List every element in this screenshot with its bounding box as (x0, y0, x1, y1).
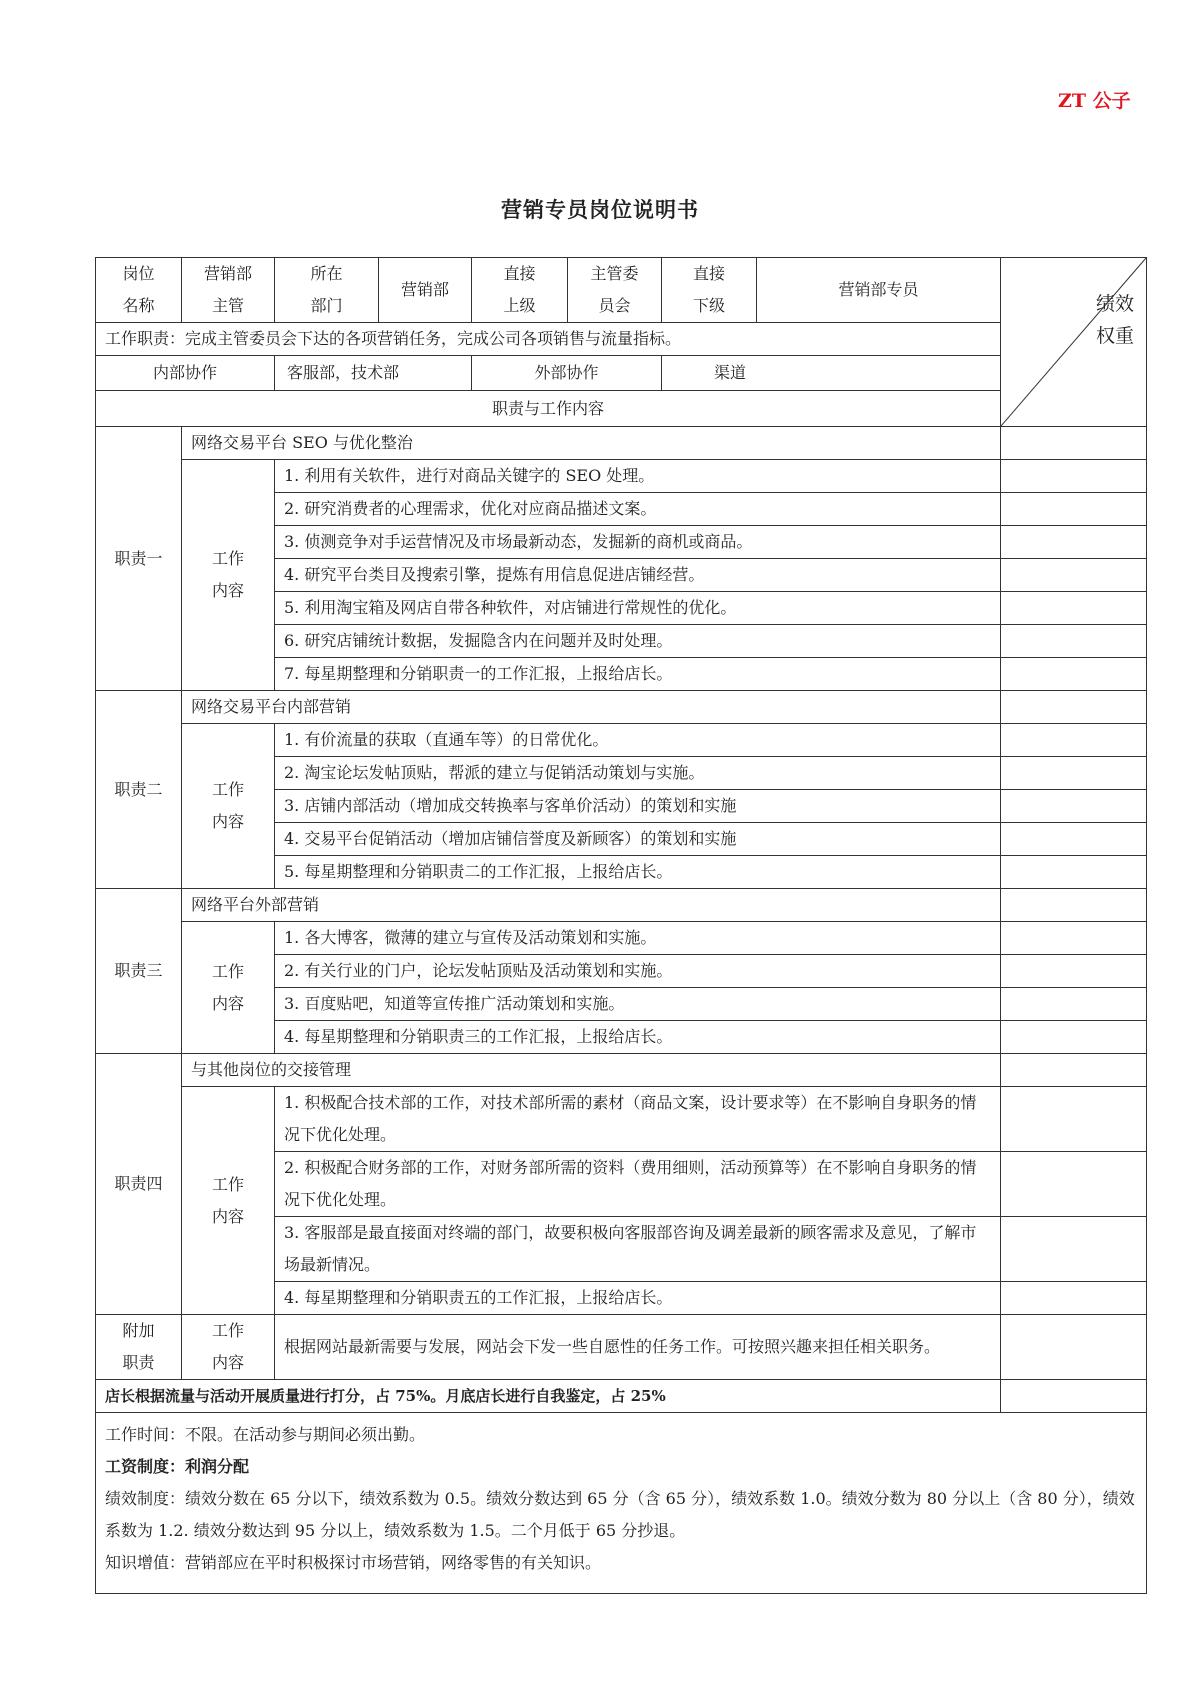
superior-value: 主管委 员会 (568, 258, 662, 323)
weight-cell (1001, 757, 1147, 790)
weight-cell (1001, 922, 1147, 955)
work-content-label: 工作 内容 (182, 922, 275, 1054)
external-collab-value: 渠道 (662, 356, 1001, 391)
weight-label-2: 权重 (1095, 325, 1134, 347)
weight-cell (1001, 427, 1147, 460)
duty-item: 2. 淘宝论坛发帖顶贴，帮派的建立与促销活动策划与实施。 (275, 757, 1001, 790)
duty-summary-row (96, 323, 1147, 356)
weight-cell (1001, 691, 1147, 724)
weight-cell (1001, 526, 1147, 559)
duty-item-row (96, 1087, 1147, 1152)
weight-cell (1001, 1380, 1147, 1413)
duty-item: 6. 研究店铺统计数据，发掘隐含内在问题并及时处理。 (275, 625, 1001, 658)
superior-label: 直接 上级 (472, 258, 568, 323)
knowledge-growth: 知识增值：营销部应在平时积极探讨市场营销，网络零售的有关知识。 (105, 1553, 602, 1572)
job-description-table (95, 257, 1147, 1594)
extra-duty-name: 附加 职责 (96, 1315, 182, 1380)
duty-item: 2. 有关行业的门户，论坛发帖顶贴及活动策划和实施。 (275, 955, 1001, 988)
duty-item: 2. 研究消费者的心理需求，优化对应商品描述文案。 (275, 493, 1001, 526)
weight-cell (1001, 658, 1147, 691)
duty-subtitle: 与其他岗位的交接管理 (182, 1054, 1001, 1087)
duty-subtitle: 网络平台外部营销 (182, 889, 1001, 922)
duty-name: 职责三 (96, 889, 182, 1054)
salary-policy: 工资制度：利润分配 (105, 1457, 250, 1476)
internal-collab-value: 客服部，技术部 (275, 356, 472, 391)
weight-cell (1001, 856, 1147, 889)
duty-item: 3. 侦测竞争对手运营情况及市场最新动态，发掘新的商机或商品。 (275, 526, 1001, 559)
weight-cell (1001, 1217, 1147, 1282)
extra-duty-text: 根据网站最新需要与发展，网站会下发一些自愿性的任务工作。可按照兴趣来担任相关职务。 (275, 1315, 1001, 1380)
work-time: 工作时间：不限。在活动参与期间必须出勤。 (105, 1425, 426, 1444)
scoring-row (96, 1380, 1147, 1413)
subordinate-label: 直接 下级 (662, 258, 757, 323)
duty-subtitle: 网络交易平台内部营销 (182, 691, 1001, 724)
weight-cell (1001, 988, 1147, 1021)
internal-collab-label: 内部协作 (96, 356, 275, 391)
collab-row (96, 356, 1147, 391)
extra-duty-row (96, 1315, 1147, 1380)
work-content-label: 工作 内容 (182, 460, 275, 691)
duty-item-row (96, 922, 1147, 955)
duty-subtitle: 网络交易平台 SEO 与优化整治 (182, 427, 1001, 460)
dept-value: 营销部 (379, 258, 472, 323)
weight-cell (1001, 1087, 1147, 1152)
duty-subtitle-row (96, 427, 1147, 460)
work-content-label: 工作 内容 (182, 724, 275, 889)
weight-cell (1001, 1054, 1147, 1087)
duty-name: 职责四 (96, 1054, 182, 1315)
duty-name: 职责二 (96, 691, 182, 889)
performance-policy: 绩效制度：绩效分数在 65 分以下，绩效系数为 0.5。绩效分数达到 65 分（含 65 分），绩效系数 1.0。绩效分数为 80 分以上（含 80 分），绩效系数为 1.2. 绩效分数达到 95 分以上，绩效系数为 1.5。二个月低于 65 分抄退。 (105, 1489, 1135, 1540)
weight-cell (1001, 724, 1147, 757)
duty-item: 2. 积极配合财务部的工作，对财务部所需的资料（费用细则，活动预算等）在不影响自身职务的情况下优化处理。 (275, 1152, 1001, 1217)
duty-item: 5. 每星期整理和分销职责二的工作汇报，上报给店长。 (275, 856, 1001, 889)
post-label: 岗位 名称 (96, 258, 182, 323)
weight-cell (1001, 493, 1147, 526)
weight-cell (1001, 559, 1147, 592)
weight-cell (1001, 592, 1147, 625)
duty-item-row (96, 724, 1147, 757)
duty-summary: 工作职责：完成主管委员会下达的各项营销任务，完成公司各项销售与流量指标。 (96, 323, 1001, 356)
duty-item: 1. 各大博客，微薄的建立与宣传及活动策划和实施。 (275, 922, 1001, 955)
duty-item: 5. 利用淘宝箱及网店自带各种软件，对店铺进行常规性的优化。 (275, 592, 1001, 625)
duty-item: 3. 百度贴吧，知道等宣传推广活动策划和实施。 (275, 988, 1001, 1021)
weight-cell (1001, 460, 1147, 493)
page-title: 营销专员岗位说明书 (501, 197, 699, 222)
performance-weight-header (1001, 258, 1147, 427)
duty-item: 1. 有价流量的获取（直通车等）的日常优化。 (275, 724, 1001, 757)
work-content-label: 工作 内容 (182, 1315, 275, 1380)
subordinate-value: 营销部专员 (757, 258, 1001, 323)
duty-subtitle-row (96, 889, 1147, 922)
weight-cell (1001, 1282, 1147, 1315)
weight-cell (1001, 1315, 1147, 1380)
post-value: 营销部 主管 (182, 258, 275, 323)
duty-subtitle-row (96, 691, 1147, 724)
external-collab-label: 外部协作 (472, 356, 662, 391)
duty-name: 职责一 (96, 427, 182, 691)
brand-logo-text: ZT 公子 (1058, 90, 1131, 112)
weight-label-1: 绩效 (1095, 293, 1134, 315)
duty-subtitle-row (96, 1054, 1147, 1087)
footer-row (96, 1413, 1147, 1594)
duty-item: 4. 每星期整理和分销职责五的工作汇报，上报给店长。 (275, 1282, 1001, 1315)
weight-cell (1001, 1152, 1147, 1217)
weight-cell (1001, 955, 1147, 988)
duty-item: 4. 每星期整理和分销职责三的工作汇报，上报给店长。 (275, 1021, 1001, 1054)
section-title-row (96, 391, 1147, 427)
duty-item: 3. 客服部是最直接面对终端的部门，故要积极向客服部咨询及调差最新的顾客需求及意见，了解市场最新情况。 (275, 1217, 1001, 1282)
section-title: 职责与工作内容 (96, 391, 1001, 427)
weight-cell (1001, 823, 1147, 856)
duty-item: 7. 每星期整理和分销职责一的工作汇报，上报给店长。 (275, 658, 1001, 691)
duty-item: 4. 研究平台类目及搜索引擎，提炼有用信息促进店铺经营。 (275, 559, 1001, 592)
header-row (96, 258, 1147, 323)
duty-item: 3. 店铺内部活动（增加成交转换率与客单价活动）的策划和实施 (275, 790, 1001, 823)
duty-item: 4. 交易平台促销活动（增加店铺信誉度及新顾客）的策划和实施 (275, 823, 1001, 856)
footer-cell (96, 1413, 1147, 1594)
work-content-label: 工作 内容 (182, 1087, 275, 1315)
weight-cell (1001, 889, 1147, 922)
weight-cell (1001, 625, 1147, 658)
duty-item: 1. 利用有关软件，进行对商品关键字的 SEO 处理。 (275, 460, 1001, 493)
duty-item-row (96, 460, 1147, 493)
dept-label: 所在 部门 (275, 258, 379, 323)
weight-cell (1001, 1021, 1147, 1054)
scoring-text: 店长根据流量与活动开展质量进行打分，占 75%。月底店长进行自我鉴定，占 25% (96, 1380, 1001, 1413)
duty-item: 1. 积极配合技术部的工作，对技术部所需的素材（商品文案，设计要求等）在不影响自身职务的情况下优化处理。 (275, 1087, 1001, 1152)
weight-cell (1001, 790, 1147, 823)
